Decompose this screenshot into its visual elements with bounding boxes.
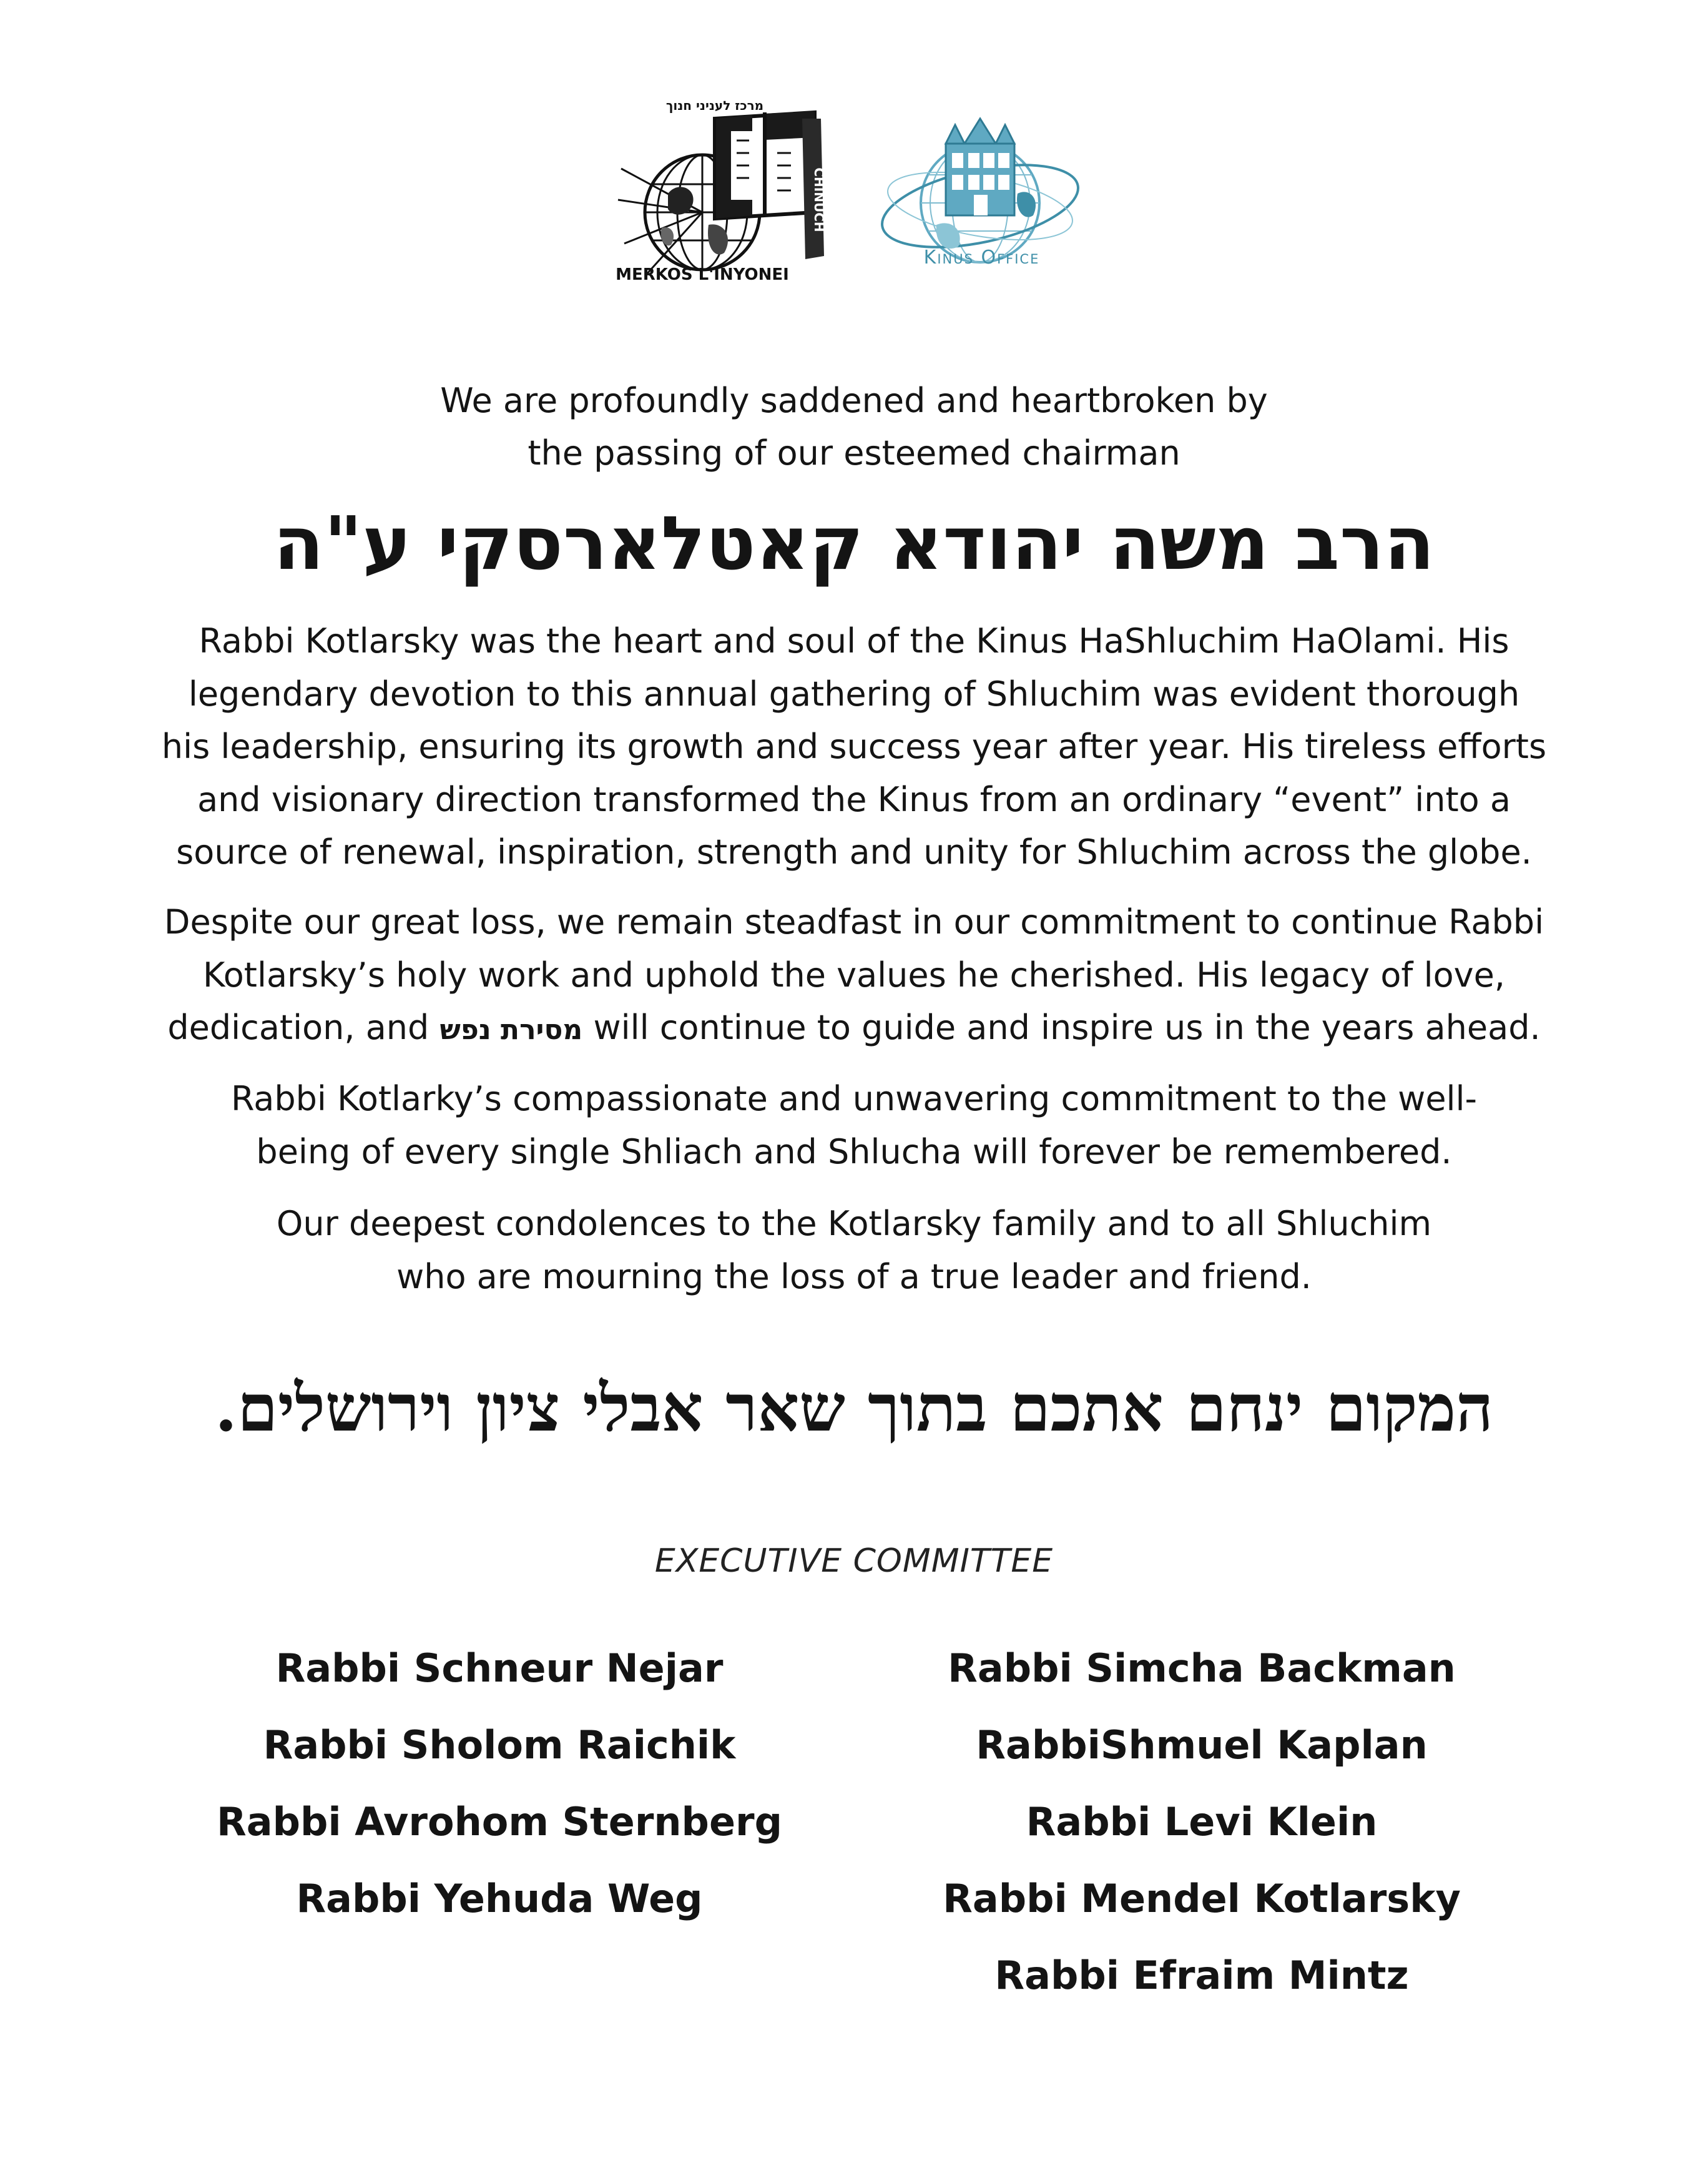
committee-column-left: [187, 1630, 812, 1937]
paragraph-commitment: [112, 896, 1596, 1057]
hebrew-closing-blessing: המקום ינחם אתכם בתוך שאר אבלי ציון וירושלים.: [214, 1369, 1494, 1446]
committee-column-right: [890, 1630, 1514, 2014]
committee-member: Rabbi Avrohom Sternberg: [217, 1799, 782, 1845]
kinus-office-caption: Kinus Office: [923, 247, 1040, 269]
svg-text:CHINUCH: CHINUCH: [812, 167, 827, 232]
paragraph-line: his leadership, ensuring its growth and success year after year. His tireless efforts: [161, 727, 1547, 766]
intro-line: the passing of our esteemed chairman: [528, 433, 1180, 473]
paragraph-fragment: dedication, and: [167, 1008, 429, 1047]
paragraph-line: source of renewal, inspiration, strength and unity for Shluchim across the globe.: [176, 832, 1532, 872]
committee-member: Rabbi Mendel Kotlarsky: [943, 1876, 1461, 1921]
intro-text: [187, 375, 1521, 480]
paragraph-line: legendary devotion to this annual gathering of Shluchim was evident thorough: [188, 674, 1520, 714]
paragraph-fragment: will continue to guide and inspire us in the years ahead.: [593, 1008, 1541, 1047]
merkos-logo: [609, 100, 830, 281]
svg-text:MERKOS L'INYONEI: MERKOS L'INYONEI: [616, 265, 789, 281]
paragraph-line: being of every single Shliach and Shlucha will forever be remembered.: [256, 1131, 1452, 1171]
committee-member: Rabbi Yehuda Weg: [296, 1876, 703, 1921]
paragraph-line: [112, 1002, 1596, 1057]
paragraph-line: Kotlarsky’s holy work and uphold the values he cherished. His legacy of love,: [203, 955, 1505, 995]
hebrew-name-heading: הרב משה יהודא קאטלארסקי ע"ה: [273, 500, 1435, 586]
paragraph-condolences: [112, 1198, 1596, 1303]
committee-heading: EXECUTIVE COMMITTEE: [654, 1542, 1054, 1580]
hebrew-inline-term: מסירת נפש: [439, 1014, 583, 1046]
svg-text:מרכז לעניני חנוך: מרכז לעניני חנוך: [665, 100, 764, 113]
paragraph-line: Our deepest condolences to the Kotlarsky family and to all Shluchim: [276, 1204, 1432, 1243]
committee-member: Rabbi Schneur Nejar: [275, 1645, 724, 1691]
paragraph-tribute: [112, 615, 1596, 879]
paragraph-line: and visionary direction transformed the Kinus from an ordinary “event” into a: [197, 779, 1511, 819]
paragraph-remembrance: [112, 1073, 1596, 1178]
committee-member: RabbiShmuel Kaplan: [976, 1722, 1428, 1768]
committee-member: Rabbi Levi Klein: [1026, 1799, 1378, 1845]
paragraph-line: Rabbi Kotlarsky was the heart and soul of the Kinus HaShluchim HaOlami. His: [199, 621, 1509, 661]
paragraph-line: Despite our great loss, we remain steadfast in our commitment to continue Rabbi: [164, 902, 1544, 942]
intro-line: We are profoundly saddened and heartbroken by: [440, 381, 1268, 420]
paragraph-line: Rabbi Kotlarky’s compassionate and unwavering commitment to the well-: [230, 1079, 1478, 1118]
committee-member: Rabbi Sholom Raichik: [263, 1722, 736, 1768]
committee-member: Rabbi Simcha Backman: [948, 1645, 1456, 1691]
committee-member: Rabbi Efraim Mintz: [994, 1953, 1409, 1998]
paragraph-line: who are mourning the loss of a true leader and friend.: [396, 1256, 1312, 1296]
